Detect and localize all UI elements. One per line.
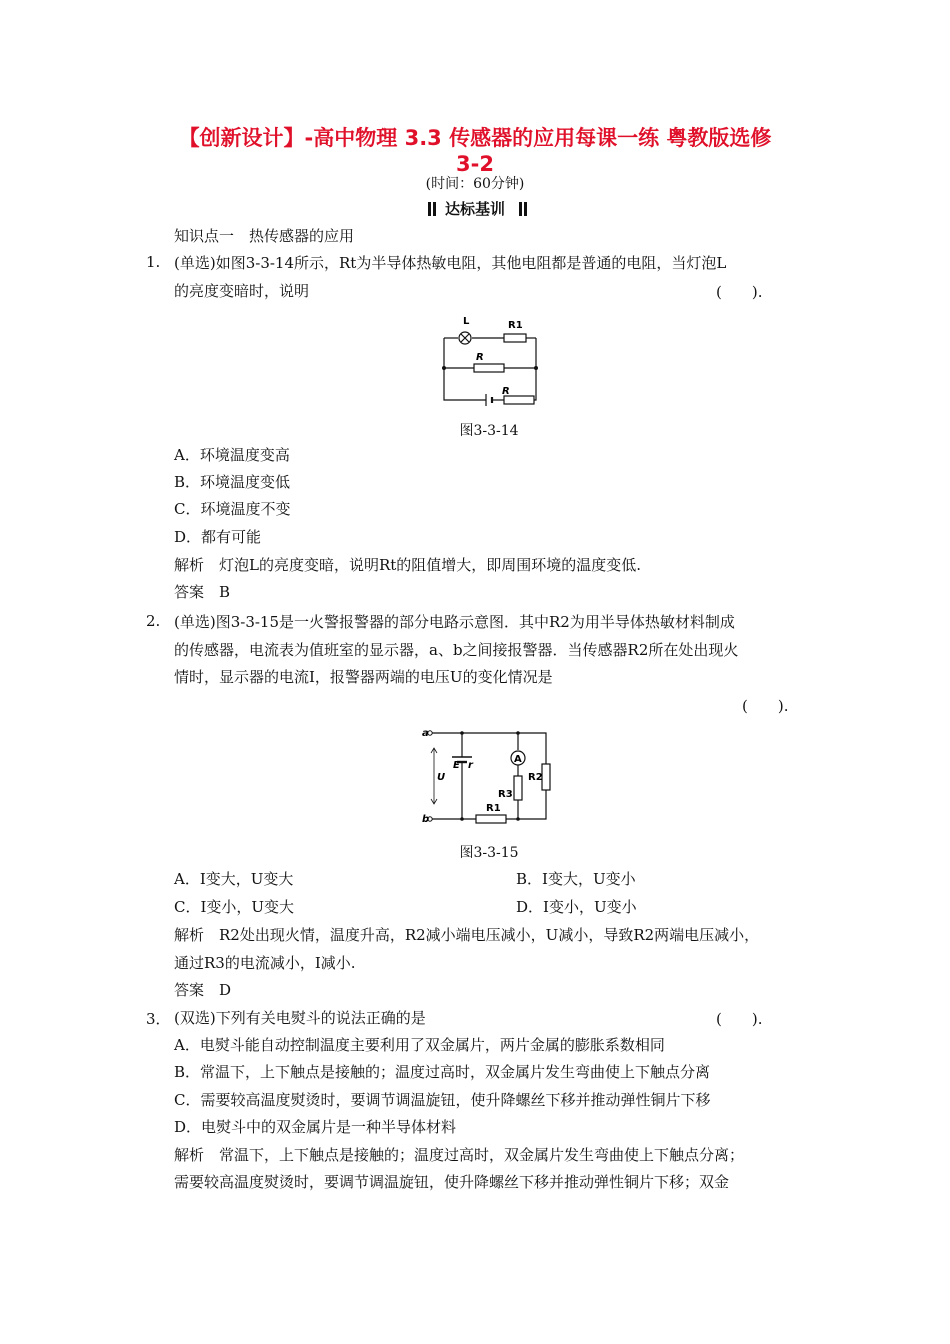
q1-figure-caption: 图3-3-14 [459,423,519,439]
q2-analysis-line2: 通过R3的电流减小，I减小. [174,954,356,972]
q3-analysis-line1: 解析 常温下，上下触点是接触的；温度过高时，双金属片发生弯曲使上下触点分离； [174,1146,745,1164]
q2-stem-line2: 的传感器，电流表为值班室的显示器，a、b之间接报警器．当传感器R2所在处出现火 [174,641,739,659]
q2-terminal-a: a [422,728,429,739]
section-bar-left [428,202,431,216]
section-bar-right [519,202,522,216]
q2-r3-label: R3 [498,789,513,800]
q2-stem-line3: 情时，显示器的电流I，报警器两端的电压U的变化情况是 [174,668,553,686]
section-heading [0,198,950,219]
q1-r-label: R [476,352,484,363]
q1-option-b: B．环境温度变低 [174,473,291,491]
time-limit: (时间：60分钟) [425,176,525,192]
q1-circuit-figure [430,308,550,408]
q2-internal-r-label: r [468,760,473,771]
q2-option-b: B．I变大，U变小 [516,870,636,888]
q3-number: 3． [146,1010,171,1028]
q2-analysis-line1: 解析 R2处出现火情，温度升高，R2减小端电压减小，U减小，导致R2两端电压减小， [174,926,760,944]
q2-stem-line1: (单选)图3-3-15是一火警报警器的部分电路示意图．其中R2为用半导体热敏材料制成 [174,613,735,631]
q3-analysis-line2: 需要较高温度熨烫时，要调节调温旋钮，使升降螺丝下移并推动弹性铜片下移；双金 [174,1173,730,1191]
q2-r2-label: R2 [528,772,543,783]
q1-r-label-2: R [502,386,510,397]
q2-option-d: D．I变小，U变小 [516,898,637,916]
q1-analysis: 解析 灯泡L的亮度变暗，说明Rt的阻值增大，即周围环境的温度变低. [174,556,642,574]
q3-option-d: D．电熨斗中的双金属片是一种半导体材料 [174,1118,457,1136]
q2-answer: 答案 D [174,981,232,999]
q3-stem: (双选)下列有关电熨斗的说法正确的是 [174,1009,426,1027]
q2-emf-label: E [453,760,460,771]
q3-option-a: A．电熨斗能自动控制温度主要利用了双金属片，两片金属的膨胀系数相同 [174,1036,665,1054]
q3-answer-blank: ( ). [716,1010,763,1028]
q2-terminal-b: b [422,814,430,825]
q1-option-c: C．环境温度不变 [174,500,291,518]
q2-answer-blank: ( ). [742,697,789,715]
q1-option-d: D．都有可能 [174,528,262,546]
knowledge-point: 知识点一 热传感器的应用 [174,227,355,245]
q2-circuit-figure [418,724,558,828]
q2-r1-label: R1 [486,803,501,814]
document-title-continued: 3-2 [456,152,494,176]
q1-r1-label: R1 [508,320,523,331]
q2-figure-caption: 图3-3-15 [459,845,519,861]
q1-stem-line2: 的亮度变暗时，说明 [174,282,310,300]
q2-option-c: C．I变小，U变大 [174,898,295,916]
q3-option-b: B．常温下，上下触点是接触的；温度过高时，双金属片发生弯曲使上下触点分离 [174,1063,711,1081]
q2-number: 2. [146,612,161,630]
document-title: 【创新设计】-高中物理 3.3 传感器的应用每课一练 粤教版选修 [178,126,772,150]
q1-number: 1. [146,253,161,271]
q1-stem-line1: (单选)如图3-3-14所示，Rt为半导体热敏电阻，其他电阻都是普通的电阻，当灯泡L [174,254,727,272]
q3-option-c: C．需要较高温度熨烫时，要调节调温旋钮，使升降螺丝下移并推动弹性铜片下移 [174,1091,711,1109]
q2-option-a: A．I变大，U变大 [174,870,294,888]
q1-answer: 答案 B [174,583,231,601]
q1-option-a: A．环境温度变高 [174,446,290,464]
section-title: 达标基训 [444,200,505,218]
q1-answer-blank: ( ). [716,283,763,301]
q1-lamp-label: L [463,316,470,327]
q2-ammeter-label: A [514,754,522,765]
q2-voltage-label: U [437,772,446,783]
